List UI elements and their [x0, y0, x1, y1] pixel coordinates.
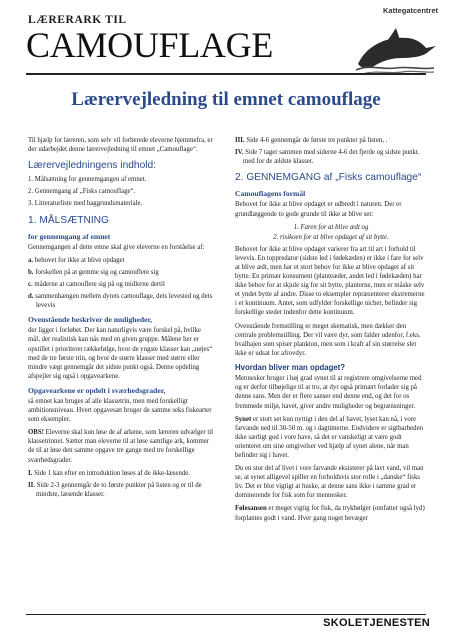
goal-item: a. behovet for ikke at blive opdaget: [28, 256, 125, 264]
possibilities-text: der ligger i forløbet. Der kan naturligvis være forskel på, hvilke mål, der realistisk kan nås med en given gruppe. Målene her er opstillet i prioriteret rækkefølge, hvor de yngste klasser kan „nøjes“ med de tre første trin, og hvor de større klasser med større eller mindre vægt gennemgår det sidste punkt også. Denne opdeling afspejler sig også i opgavearkene.: [28, 327, 213, 380]
footer-organization: SKOLETJENESTEN: [323, 617, 430, 629]
contents-list: [28, 175, 214, 208]
level-item: II. Side 2-3 gennemgår de to første punkter på listen og er til de mindste, læsende klasser.: [28, 481, 202, 498]
level-item: IV. Side 7 tager sammen med siderne 4-6 det fjerde og sidste punkt. med for de ældste klasser.: [235, 149, 420, 166]
contents-item: 3. Litteraturliste med baggrundsmateriale.: [28, 200, 143, 208]
goal-item: b. forskellen på at gemme sig og camouflere sig: [28, 268, 159, 276]
contents-item: 2. Gennemgang af „Fisks camouflage“.: [28, 188, 136, 196]
contents-heading: Lærervejledningens indhold:: [28, 160, 156, 172]
dolphin-logo-icon: [352, 24, 438, 76]
goal-item: c. måderne at camouflere sig på og midlerne dertil: [28, 280, 165, 288]
right-column: [235, 136, 427, 527]
detection-text: Mennesker bruger i høj grad synet til at registrere omgivelserne med og er derfor tilbøjelige til at tro, at dyr også primært forlader sig på denne sans. Men der er flere sanser end denne end, og det for os fremmede miljø, havet, giver andre muligheder og begrænsninger.: [235, 375, 422, 410]
level-list: [28, 469, 214, 499]
purpose-text-3: Ovenstående fremstilling er meget skematisk, men dækker den centrale problemstilling. Der vil være dyr, som falder udenfor, f.eks. hvalhajen som spiser plankton, men som i kraft af sin størrelse slet ikke er udsat for afrovdyr.: [235, 322, 421, 357]
section-1-heading: 1. MÅLSÆTNING: [28, 214, 109, 226]
page-subtitle: Lærervejledning til emnet camouflage: [71, 89, 381, 110]
header-rule: [26, 73, 426, 75]
section-1-text: Gennemgangen af dette emne skal give eleverne en forståelse af:: [28, 243, 205, 251]
level-item: I. Side 1 kan efter en introduktion løses af de ikke-læsende.: [28, 469, 190, 477]
reason-quote: 2. risikoen for at blive opdaget af sit bytte.: [273, 233, 389, 241]
section-2-heading: 2. GENNEMGANG af „Fisks camouflage“: [235, 172, 422, 184]
touch-text: Følesansen er meget vigtig for fisk, da trykbølger (omfatter også lyd) forplantes godt i vand. Hver gang noget bevæger: [235, 505, 425, 522]
kicker-label: LÆRERARK TIL: [28, 14, 127, 26]
intro-text: Til hjælp for læreren, som selv vil forberede eleverne hjemmefra, er der udarbejdet denne lærervejledning til emnet „Camouflage“.: [28, 137, 213, 154]
goal-item: d. sammenhængen mellem dyrets camouflage, dets levested og dets levevis: [28, 293, 213, 310]
tasks-text: så emnet kan bruges af alle klassetrin, men med forskelligt ambitionsniveau. Hvert opgavesæt bruger de samme seks fiskearter som eksempler.: [28, 397, 212, 424]
purpose-text: Behovet for ikke at blive opdaget er udbredt i naturen. Der er grundlæggende to gode grunde til ikke at blive set:: [235, 201, 402, 218]
section-1-subheading: for gennemgang af emnet: [28, 231, 111, 241]
level-item: III. Side 4-6 gennemgår de første tre punkter på listen, .: [235, 137, 388, 144]
left-column: [28, 136, 214, 503]
goal-list: [28, 256, 214, 310]
level-list-continued: [235, 136, 427, 166]
reason-quote: 1. Faren for at blive ædt og: [293, 223, 369, 231]
sight-text: Synet er stort set kun nyttigt i den del af havet, lyset kan nå, i vore farvande ned til 30-50 m. og i dagtimerne. Endvidere er sigtbarheden ikke særligt god i vore have, så det er vanskeligt at være godt orienteret om sine omgivelser ved hjælp af synet alene, når man befinder sig i havet.: [235, 415, 423, 460]
possibilities-heading: Ovenstående beskriver de muligheder,: [28, 315, 153, 325]
tasks-heading: Opgavearkene er opdelt i sværhedsgrader,: [28, 385, 166, 395]
contents-item: 1. Målsætning for gennemgangen af emnet.: [28, 176, 147, 184]
obs-note: OBS! Eleverne skal kun løse de af arkene, som læreren udvælger til klassetrinnet. Sætter man eleverne til at løse samtlige ark, kommer de til at løse den samme opgave tre gange med tre forskellige sværhedsgrader.: [28, 429, 213, 464]
page-title: CAMOUFLAGE: [26, 25, 274, 65]
organization-name: Kattegatcentret: [382, 6, 438, 15]
purpose-text-2: Behovet for ikke at blive opdaget varierer fra art til art i forhold til levevis. En toppredator (sidste led i fødekæden) er ikke i fare for selv at blive ædt, men har et stort behov for ikke at blive opdaget af sit bytte. En primær konsument (planteæder, andet led i fødekæden) har ikke behov for at skjule sig for sit bytte, planterne, men er måske selv et yndet bytte af andre. Disse to eksempler repræsenterer ekstremerne i et kontinuum. Antet, som udfylder forskellige nicher, befinder sig forskellige steder indenfor dette kontinuum.: [235, 245, 425, 317]
purpose-heading: Camouflagens formål: [235, 189, 306, 199]
shallow-water-text: Du en stor del af livet i vore farvande eksisterer på lavt vand, vil man se, at synet alligevel spiller en forholdsvis stor rolle i „danske“ fisks liv. Det er blot vigtigt at huske, at denne sans ikke i samme grad er dominerende for fisk som for mennesker.: [235, 465, 424, 500]
footer-rule: [26, 614, 426, 615]
detection-heading: Hvordan bliver man opdaget?: [235, 362, 346, 372]
